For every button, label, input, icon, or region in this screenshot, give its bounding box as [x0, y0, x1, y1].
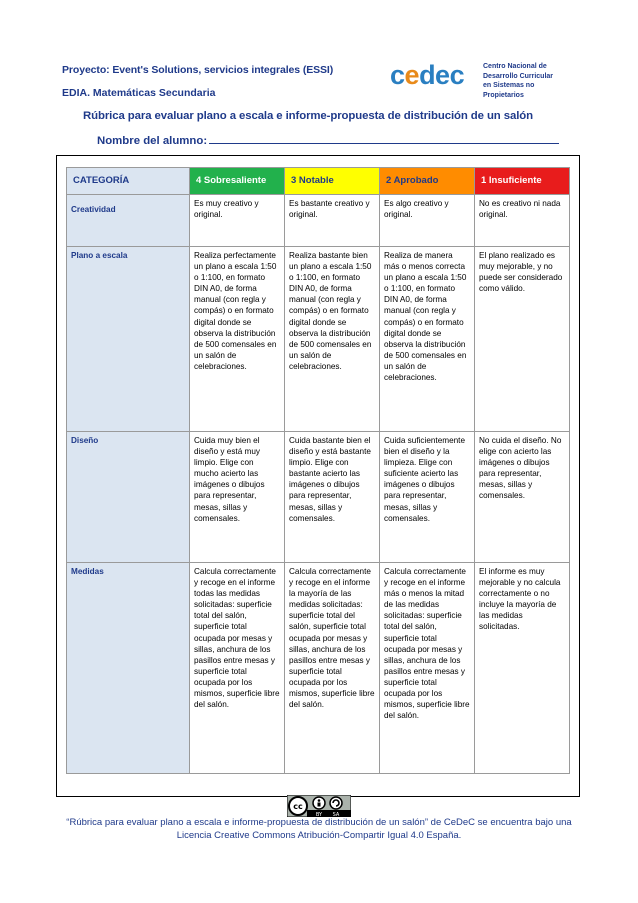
- table-cell: El informe es muy mejorable y no calcula correctamente o no incluye la mayoría de las medidas solicitadas.: [475, 563, 570, 774]
- cedec-logo: [390, 56, 570, 98]
- table-cell: Realiza perfectamente un plano a escala 1:50 o 1:100, en formato DIN A0, de forma manual (con regla y compás) o en formato digital donde se observa la distribución de 500 comensales en un salón de celebraciones.: [190, 247, 285, 432]
- row-category-diseno: Diseño: [67, 432, 190, 563]
- table-cell: El plano realizado es muy mejorable, y no puede ser considerado como válido.: [475, 247, 570, 432]
- table-cell: Cuida suficientemente bien el diseño y la limpieza. Elige con suficiente acierto las imágenes o dibujos para representar, mesas, sillas y comensales.: [380, 432, 475, 563]
- student-name-line: [97, 133, 559, 147]
- cc-license-badge: [287, 795, 351, 817]
- table-cell: Calcula correctamente y recoge en el informe la mayoría de las medidas solicitadas: superficie total del salón, superficie total ocupada por mesas y sillas, anchura de los pasillos entre mesas y superficie total ocupada por los mismos, superficie libre del salón.: [285, 563, 380, 774]
- license-credit: “Rúbrica para evaluar plano a escala e informe-propuesta de distribución de un salón” de CeDeC se encuentra bajo una Licencia Creative Commons Atribución-Compartir Igual 4.0 España.: [66, 817, 572, 841]
- sa-icon: SA: [332, 812, 340, 817]
- student-name-label: Nombre del alumno:: [97, 135, 208, 147]
- by-icon: BY: [315, 812, 323, 817]
- table-row: [67, 563, 570, 774]
- table-cell: Cuida bastante bien el diseño y está bastante limpio. Elige con bastante acierto las imágenes o dibujos para representar, mesas, sillas y comensales.: [285, 432, 380, 563]
- table-cell: Calcula correctamente y recoge en el informe más o menos la mitad de las medidas solicitadas: superficie total del salón, superficie total ocupada por mesas y sillas, anchura de los pasillos entre mesas y superficie total ocupada por los mismos, superficie libre del salón.: [380, 563, 475, 774]
- table-cell: Calcula correctamente y recoge en el informe todas las medidas solicitadas: superficie total del salón, superficie total ocupada por mesas y sillas, anchura de los pasillos entre mesas y superficie total ocupada por los mismos, superficie libre del salón.: [190, 563, 285, 774]
- table-row: [67, 195, 570, 247]
- row-category-medidas: Medidas: [67, 563, 190, 774]
- table-cell: Es algo creativo y original.: [380, 195, 475, 247]
- course-title: EDIA. Matemáticas Secundaria: [62, 87, 216, 99]
- rubric-table: [66, 167, 570, 774]
- table-cell: No cuida el diseño. No elige con acierto las imágenes o dibujos para representar, mesas, sillas y comensales.: [475, 432, 570, 563]
- project-title: Proyecto: Event's Solutions, servicios integrales (ESSI): [62, 64, 334, 76]
- row-category-creatividad: Creatividad: [67, 195, 190, 247]
- header-level-3: 3 Notable: [285, 168, 380, 195]
- table-cell: Realiza bastante bien un plano a escala 1:50 o 1:100, en formato DIN A0, de forma manual (con regla y compás) o en formato digital donde se observa la distribución de 500 comensales en un salón de celebraciones.: [285, 247, 380, 432]
- header-level-4: 4 Sobresaliente: [190, 168, 285, 195]
- student-name-blank: [209, 133, 559, 144]
- table-row: [67, 247, 570, 432]
- table-cell: Es muy creativo y original.: [190, 195, 285, 247]
- cedec-wordmark: cedec: [390, 60, 465, 90]
- table-cell: No es creativo ni nada original.: [475, 195, 570, 247]
- table-cell: Es bastante creativo y original.: [285, 195, 380, 247]
- row-category-plano: Plano a escala: [67, 247, 190, 432]
- cc-icon: cc: [293, 802, 303, 811]
- table-row: [67, 432, 570, 563]
- header-level-2: 2 Aprobado: [380, 168, 475, 195]
- table-cell: Realiza de manera más o menos correcta un plano a escala 1:50 o 1:100, en formato DIN A0, de forma manual (con regla y compás) o en formato digital donde se observa la distribución de 500 comensales en un salón de celebraciones.: [380, 247, 475, 432]
- header-level-1: 1 Insuficiente: [475, 168, 570, 195]
- table-cell: Cuida muy bien el diseño y está muy limpio. Elige con mucho acierto las imágenes o dibujos para representar, mesas, sillas y comensales.: [190, 432, 285, 563]
- table-header-row: [67, 168, 570, 195]
- header-category: CATEGORÍA: [67, 168, 190, 195]
- cedec-logo-text: Centro Nacional de Desarrollo Curricular en Sistemas no Propietarios: [483, 63, 554, 99]
- rubric-title: Rúbrica para evaluar plano a escala e informe-propuesta de distribución de un salón: [83, 110, 533, 122]
